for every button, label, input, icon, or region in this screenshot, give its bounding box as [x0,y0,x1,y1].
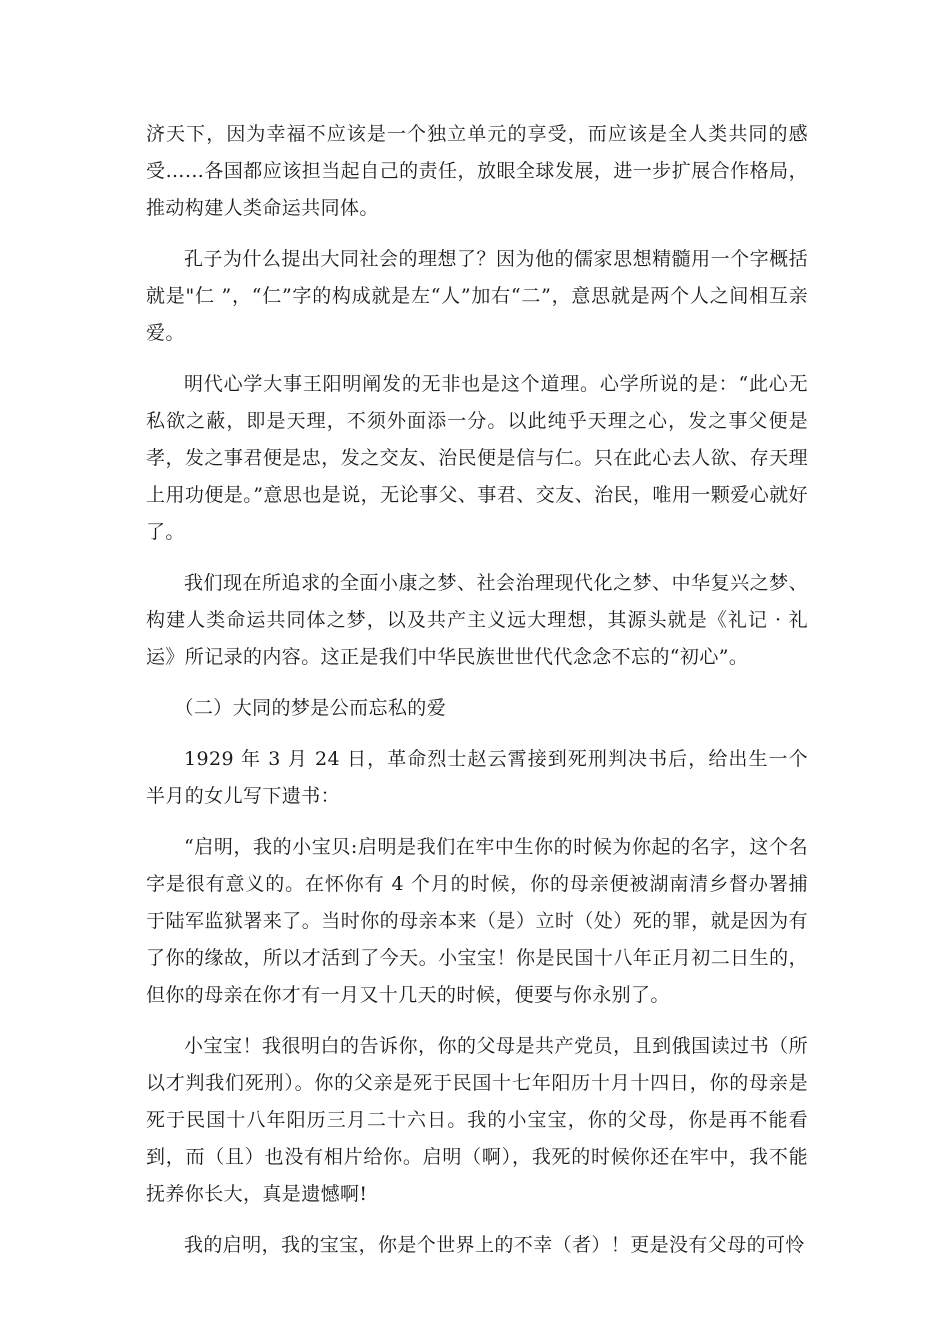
paragraph-zhao-yunxiao: 1929 年 3 月 24 日，革命烈士赵云霄接到死刑判决书后，给出生一个半月的女儿写下遗书： [146,748,808,807]
paragraph-wang-yangming: 明代心学大事王阳明阐发的无非也是这个道理。心学所说的是：“此心无私欲之蔽，即是天理，不须外面添一分。以此纯乎天理之心，发之事父便是孝，发之事君便是忠，发之交友、治民便是信与仁。只在此心去人欲、存天理上用功便是。”意思也是说，无论事父、事君、交友、治民，唯用一颗爱心就好了。 [146,373,808,543]
section-heading: （二）大同的梦是公而忘私的爱 [174,697,447,719]
paragraph-confucius: 孔子为什么提出大同社会的理想了？因为他的儒家思想精髓用一个字概括就是"仁 ”，“仁”字的构成就是左“人”加右“二”，意思就是两个人之间相互亲爱。 [146,248,808,344]
paragraph-continuation: 济天下，因为幸福不应该是一个独立单元的享受，而应该是全人类共同的感受……各国都应该担当起自己的责任，放眼全球发展，进一步扩展合作格局，推动构建人类命运共同体。 [146,123,808,219]
paragraph-dreams: 我们现在所追求的全面小康之梦、社会治理现代化之梦、中华复兴之梦、构建人类命运共同体之梦，以及共产主义远大理想，其源头就是《礼记 · 礼运》所记录的内容。这正是我们中华民族世世代代念念不忘的“初心”。 [146,572,808,668]
document-body [146,116,808,1278]
paragraph-letter-3: 我的启明，我的宝宝，你是个世界上的不幸（者）！更是没有父母的可怜 [184,1234,805,1256]
paragraph-letter-2: 小宝宝！我很明白的告诉你，你的父母是共产党员，且到俄国读过书（所以才判我们死刑）。你的父亲是死于民国十七年阳历十月十四日，你的母亲是死于民国十八年阳历三月二十六日。我的小宝宝，你的父母，你是再不能看到，而（且）也没有相片给你。启明（啊），我死的时候你还在牢中，我不能抚养你长大，真是遗憾啊! [146,1035,808,1205]
paragraph-letter-1: “启明，我的小宝贝:启明是我们在牢中生你的时候为你起的名字，这个名字是很有意义的。在怀你有 4 个月的时候，你的母亲便被湖南清乡督办署捕于陆军监狱署来了。当时你的母亲本来（是）立时（处）死的罪，就是因为有了你的缘故，所以才活到了今天。小宝宝！你是民国十八年正月初二日生的，但你的母亲在你才有一月又十几天的时候，便要与你永别了。 [146,836,808,1006]
